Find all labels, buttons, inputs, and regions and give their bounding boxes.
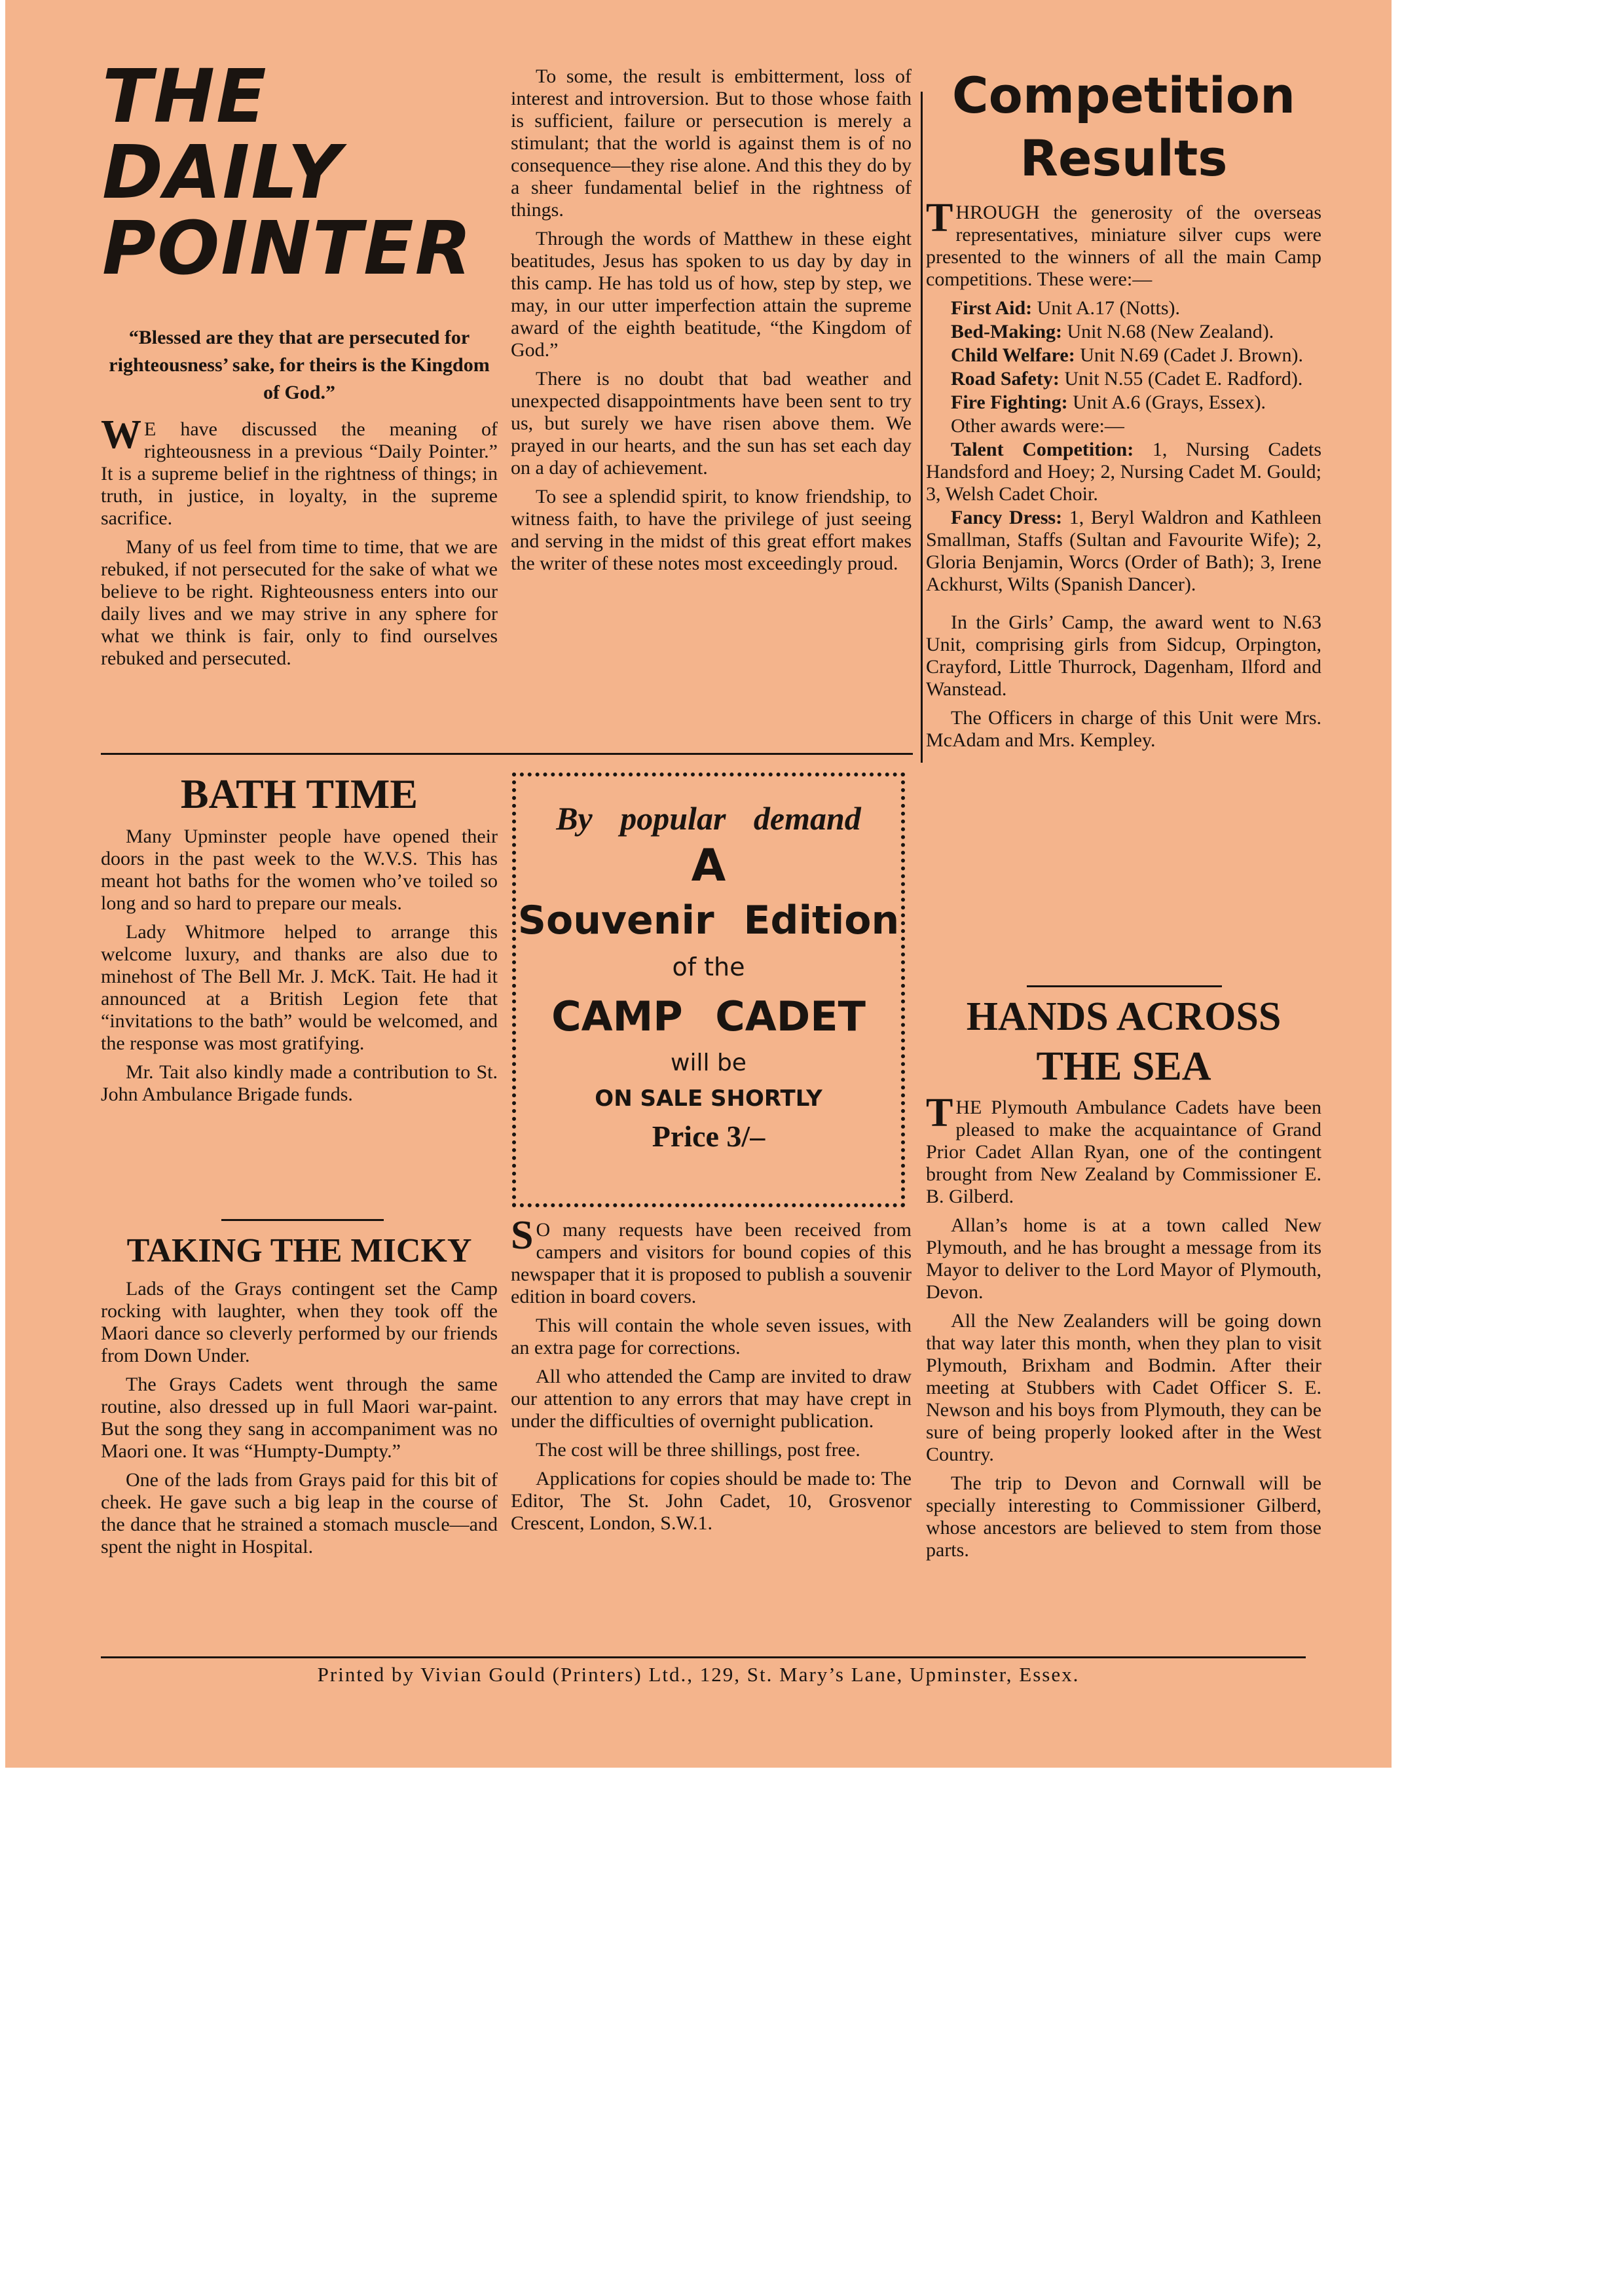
hands-across-paragraph-2: Allan’s home is at a town called New Plymouth, and he has brought a message from its Mayor to deliver to the Lord Mayor of Plymouth, Devon. <box>926 1214 1321 1303</box>
advert-on-sale-shortly: ON SALE SHORTLY <box>595 1085 822 1112</box>
bed-making-label: Bed-Making: <box>951 321 1063 342</box>
result-bed-making <box>926 321 1321 343</box>
pointer-paragraph-2: Many of us feel from time to time, that we are rebuked, if not persecuted for the sake of what we believe to be right. Righteousness enters into our daily lives and we may strive in any sphere for what we think is fair, only to find ourselves rebuked and persecuted. <box>101 536 498 669</box>
micky-paragraph-2: The Grays Cadets went through the same routine, also dressed up in full Maori war-paint. But the song they sang in accompaniment was no Maori one. It was “Humpty-Dumpty.” <box>101 1374 498 1462</box>
micky-paragraph-1: Lads of the Grays contingent set the Camp rocking with laughter, when they took off the Maori dance so cleverly performed by our friends from Down Under. <box>101 1278 498 1366</box>
pointer-paragraph-1: WE have discussed the meaning of righteousness in a previous “Daily Pointer.” It is a supreme belief in the rightness of things; in truth, in justice, in loyalty, in the supreme sacrifice. <box>101 412 498 529</box>
pointer-paragraph-5: There is no doubt that bad weather and unexpected disappointments have been sent to try us, but surely we have risen above them. We prayed in our hearts, and the sun has set each day on a day of achievement. <box>511 368 912 479</box>
hands-across-paragraph-4: The trip to Devon and Cornwall will be specially interesting to Commissioner Gilberd, whose ancestors are believed to stem from those parts. <box>926 1472 1321 1561</box>
competition-heading-line-2: Results <box>1020 129 1228 187</box>
footer-rule <box>101 1656 1306 1658</box>
other-awards: Other awards were:— <box>951 415 1124 437</box>
souvenir-paragraph-2: This will contain the whole seven issues, with an extra page for corrections. <box>511 1315 912 1358</box>
pointer-paragraph-6: To see a splendid spirit, to know friendship, to witness faith, to have the privilege of just seeing and serving in the midst of this great effort makes the writer of these notes most exceedingly proud. <box>511 486 912 574</box>
advert-souvenir-edition: Souvenir Edition <box>517 898 900 943</box>
bath-time-article <box>101 769 498 1112</box>
epigraph: “Blessed are they that are persecuted for righteousness’ sake, for theirs is the Kingdom of God.” <box>109 327 490 403</box>
souvenir-edition-advert <box>512 773 905 1207</box>
masthead-line-2: DAILY <box>102 130 342 215</box>
hands-across-heading-line-2: THE SEA <box>1036 1044 1211 1089</box>
taking-the-micky-article <box>101 1231 498 1565</box>
competition-heading-line-1: Competition <box>951 66 1296 124</box>
advert-will-be: will be <box>671 1049 747 1076</box>
bath-time-paragraph-2: Lady Whitmore helped to arrange this welcome luxury, and thanks are also due to minehost of The Bell Mr. J. McK. Tait. He had it announced at a British Legion fete that “invitations to the bath” would be welcomed, and the response was most gratifying. <box>101 921 498 1054</box>
souvenir-paragraph-3: All who attended the Camp are invited to draw our attention to any errors that may have crept in under the difficulties of overnight publication. <box>511 1366 912 1432</box>
child-welfare-value: Unit N.69 (Cadet J. Brown). <box>1080 344 1304 366</box>
fancy-dress-value: 1, Beryl Waldron and Kathleen Smallman, Staffs (Sultan and Favourite Wife); 2, Gloria Benjamin, Worcs (Order of Bath); 3, Irene Ackhurst, Wilts (Spanish Dancer). <box>926 507 1322 595</box>
souvenir-paragraph-5: Applications for copies should be made to: The Editor, The St. John Cadet, 10, Grosvenor Crescent, London, S.W.1. <box>511 1468 912 1534</box>
advert-by-popular-demand: By popular demand <box>556 800 861 837</box>
bath-time-paragraph-1: Many Upminster people have opened their doors in the past week to the W.V.S. This has meant hot baths for the women who’ve toiled so long and so hard to prepare our meals. <box>101 826 498 914</box>
fire-fighting-value: Unit A.6 (Grays, Essex). <box>1073 392 1266 413</box>
pointer-paragraph-3: To some, the result is embitterment, loss of interest and introversion. But to those whose faith is sufficient, failure or persecution is merely a stimulant; that the world is against them is of no consequence—they rise alone. And this they do by a sheer fundamental belief in the rightness of things. <box>511 65 912 221</box>
result-talent <box>926 439 1321 505</box>
short-divider-left <box>221 1219 384 1221</box>
hands-across-the-sea-article <box>926 992 1321 1568</box>
printer-imprint: Printed by Vivian Gould (Printers) Ltd., 129, St. Mary’s Lane, Upminster, Essex. <box>317 1663 1080 1686</box>
competition-results-article <box>926 64 1321 758</box>
bed-making-value: Unit N.68 (New Zealand). <box>1067 321 1274 342</box>
officers-paragraph: The Officers in charge of this Unit were Mrs. McAdam and Mrs. Kempley. <box>926 707 1321 751</box>
advert-of-the: of the <box>672 953 745 981</box>
result-first-aid <box>926 297 1321 319</box>
fancy-dress-label: Fancy Dress: <box>951 507 1063 528</box>
talent-value: 1, Nursing Cadets Handsford and Hoey; 2, Nursing Cadet M. Gould; 3, Welsh Cadet Choir. <box>926 439 1321 505</box>
bath-time-paragraph-3: Mr. Tait also kindly made a contribution to St. John Ambulance Brigade funds. <box>101 1061 498 1105</box>
souvenir-article <box>511 1213 912 1541</box>
child-welfare-label: Child Welfare: <box>951 344 1075 366</box>
micky-paragraph-3: One of the lads from Grays paid for this bit of cheek. He gave such a big leap in the course of the dance that he strained a stomach muscle—and spent the night in Hospital. <box>101 1469 498 1558</box>
advert-price: Price 3/– <box>652 1120 766 1153</box>
result-child-welfare <box>926 344 1321 367</box>
result-fancy-dress <box>926 507 1321 596</box>
advert-camp-cadet: CAMP CADET <box>551 993 866 1040</box>
girls-camp-paragraph: In the Girls’ Camp, the award went to N.63 Unit, comprising girls from Sidcup, Orpington, Crayford, Little Thurrock, Dagenham, Ilford and Wanstead. <box>926 611 1321 700</box>
competition-intro: THROUGH the generosity of the overseas representatives, miniature silver cups were presented to the winners of all the main Camp competitions. These were:— <box>926 196 1321 290</box>
newspaper-page <box>5 0 1392 1768</box>
souvenir-paragraph-1: SO many requests have been received from campers and visitors for bound copies of this newspaper that it is proposed to publish a souvenir edition in board covers. <box>511 1213 912 1307</box>
hands-across-heading-line-1: HANDS ACROSS <box>966 994 1282 1039</box>
hands-across-paragraph-3: All the New Zealanders will be going down that way later this month, when they plan to visit Plymouth, Brixham and Bodmin. After their meeting at Stubbers with Cadet Officer S. E. Newson and his boys from Plymouth, they can be sure of being properly looked after in the West Country. <box>926 1310 1321 1465</box>
talent-label: Talent Competition: <box>951 439 1134 460</box>
road-safety-label: Road Safety: <box>951 368 1060 390</box>
road-safety-value: Unit N.55 (Cadet E. Radford). <box>1064 368 1303 390</box>
advert-a: A <box>691 840 726 892</box>
pointer-middle-column <box>511 65 912 581</box>
result-road-safety <box>926 368 1321 390</box>
masthead <box>102 54 495 291</box>
section-divider <box>101 753 913 755</box>
taking-the-micky-heading: TAKING THE MICKY <box>126 1232 472 1269</box>
first-aid-value: Unit A.17 (Notts). <box>1037 297 1181 319</box>
first-aid-label: First Aid: <box>951 297 1033 319</box>
fire-fighting-label: Fire Fighting: <box>951 392 1068 413</box>
pointer-left-column <box>101 324 498 676</box>
bath-time-heading: BATH TIME <box>180 771 418 817</box>
masthead-line-1: THE <box>102 54 268 139</box>
column-rule-right <box>921 92 923 763</box>
hands-across-paragraph-1: THE Plymouth Ambulance Cadets have been pleased to make the acquaintance of Grand Prior Cadet Allan Ryan, one of the contingent brought from New Zealand by Commissioner E. B. Gilberd. <box>926 1091 1321 1207</box>
pointer-paragraph-4: Through the words of Matthew in these eight beatitudes, Jesus has spoken to us day by day in this camp. He has told us of how, step by step, we may, in our utter imperfection attain the supreme award of the eighth beatitude, “the Kingdom of God.” <box>511 228 912 361</box>
short-divider-right <box>1027 985 1222 987</box>
masthead-line-3: POINTER <box>102 206 473 291</box>
souvenir-paragraph-4: The cost will be three shillings, post free. <box>536 1439 860 1461</box>
result-fire-fighting <box>926 392 1321 414</box>
